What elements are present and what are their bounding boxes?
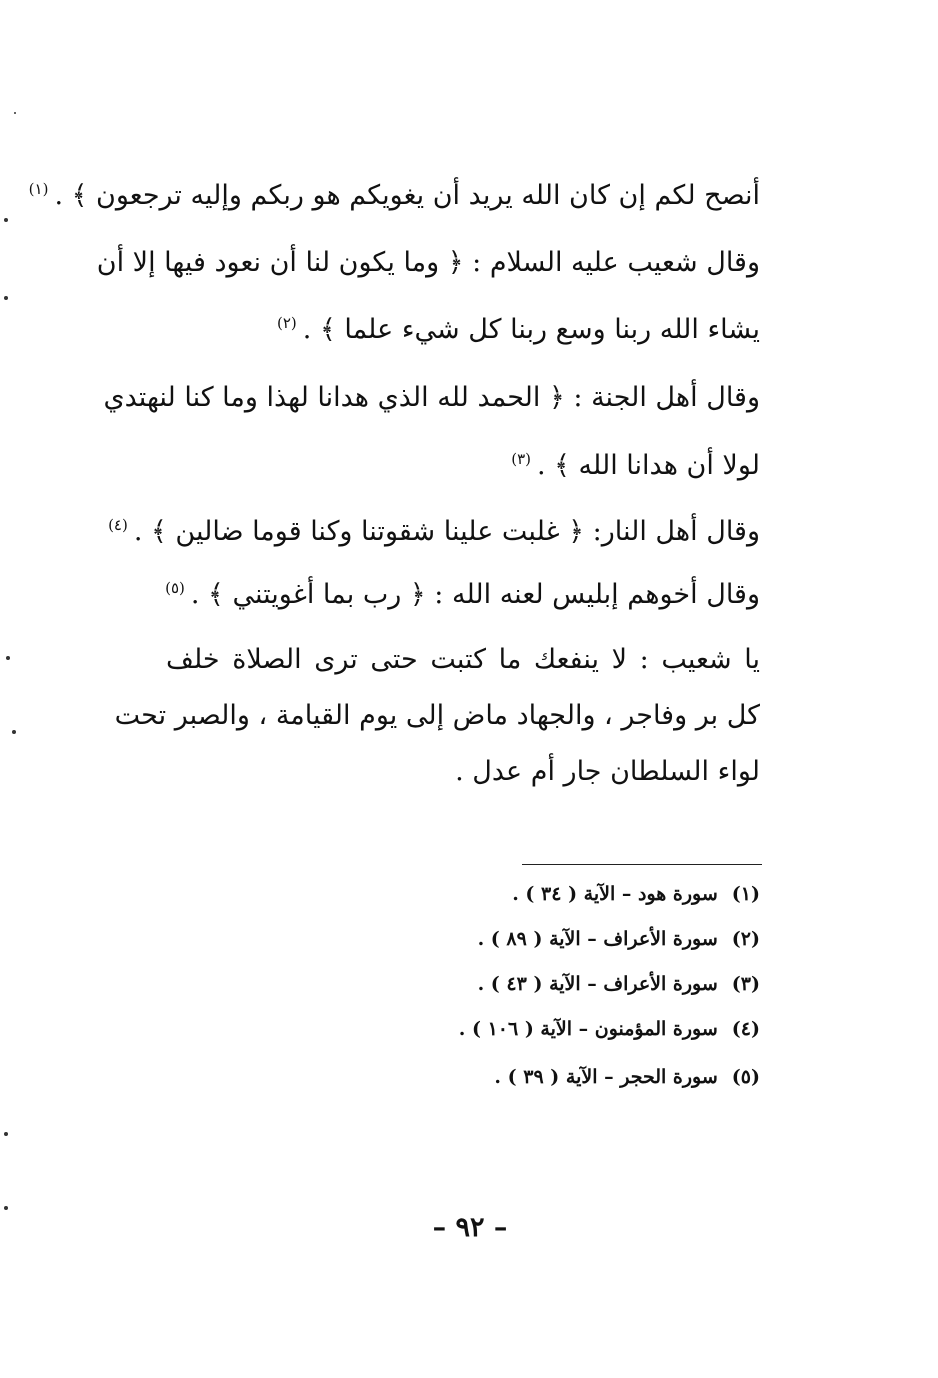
text-line-content: وقال أهل الجنة : ﴿ الحمد لله الذي هدانا لهذا وما كنا لنهتدي [103,382,760,413]
footnote-1 [512,879,760,909]
footnote-5 [494,1062,760,1092]
footnote-number: (٤) [731,1018,760,1040]
footnote-3 [478,969,760,999]
scan-speck [4,1132,8,1136]
scan-speck [12,730,16,734]
footnote-4 [459,1014,760,1044]
footnote-number: (٢) [731,928,760,950]
text-line-content: لولا أن هدانا الله ﴾ . [536,450,760,481]
footnote-text: سورة المؤمنون – الآية ( ١٠٦ ) . [458,1018,718,1040]
scan-speck [14,112,16,114]
footnote-marker: (٥) [165,579,185,597]
footnote-text: سورة الأعراف – الآية ( ٨٩ ) . [477,928,718,950]
scan-speck [4,1206,8,1210]
footnote-2 [478,924,760,954]
footnote-number: (٣) [731,973,760,995]
scan-speck [4,218,8,222]
text-line-content: أنصح لكم إن كان الله يريد أن يغويكم هو ربكم وإليه ترجعون ﴾ . [54,180,760,211]
footnote-divider [522,864,762,865]
text-line-5 [511,446,760,486]
text-line-4 [103,378,760,418]
scan-speck [4,296,8,300]
text-line-6 [108,512,760,552]
text-line-content: يا شعيب : لا ينفعك ما كتبت حتى ترى الصلاة خلف [166,644,760,675]
text-line-content: وقال أخوهم إبليس لعنه الله : ﴿ رب بما أغويتني ﴾ . [190,579,760,610]
text-line-content: وقال شعيب عليه السلام : ﴿ وما يكون لنا أن نعود فيها إلا أن [96,247,760,278]
text-line-9 [114,696,760,736]
footnote-text: سورة الأعراف – الآية ( ٤٣ ) . [477,973,718,995]
text-line-2 [96,243,760,283]
footnote-text: سورة الحجر – الآية ( ٣٩ ) . [494,1066,718,1088]
text-line-10 [455,752,760,792]
text-line-7 [165,575,760,615]
footnote-marker: (١) [28,180,49,198]
text-line-8 [166,640,760,680]
text-line-content: كل بر وفاجر ، والجهاد ماض إلى يوم القيامة ، والصبر تحت [114,700,760,731]
text-line-3 [277,310,760,350]
footnote-number: (٥) [731,1066,760,1088]
scan-speck [6,656,10,660]
text-line-content: يشاء الله ربنا وسع ربنا كل شيء علما ﴾ . [302,314,760,345]
footnote-marker: (٣) [511,450,531,468]
text-line-1 [29,176,760,216]
footnote-marker: (٢) [277,314,297,332]
page-number: – ٩٢ – [432,1212,508,1243]
footnote-text: سورة هود – الآية ( ٣٤ ) . [512,883,718,905]
text-line-content: وقال أهل النار: ﴿ غلبت علينا شقوتنا وكنا قوما ضالين ﴾ . [133,516,760,547]
text-line-content: لواء السلطان جار أم عدل . [455,756,760,787]
footnote-marker: (٤) [108,516,128,534]
footnote-number: (١) [731,883,760,905]
